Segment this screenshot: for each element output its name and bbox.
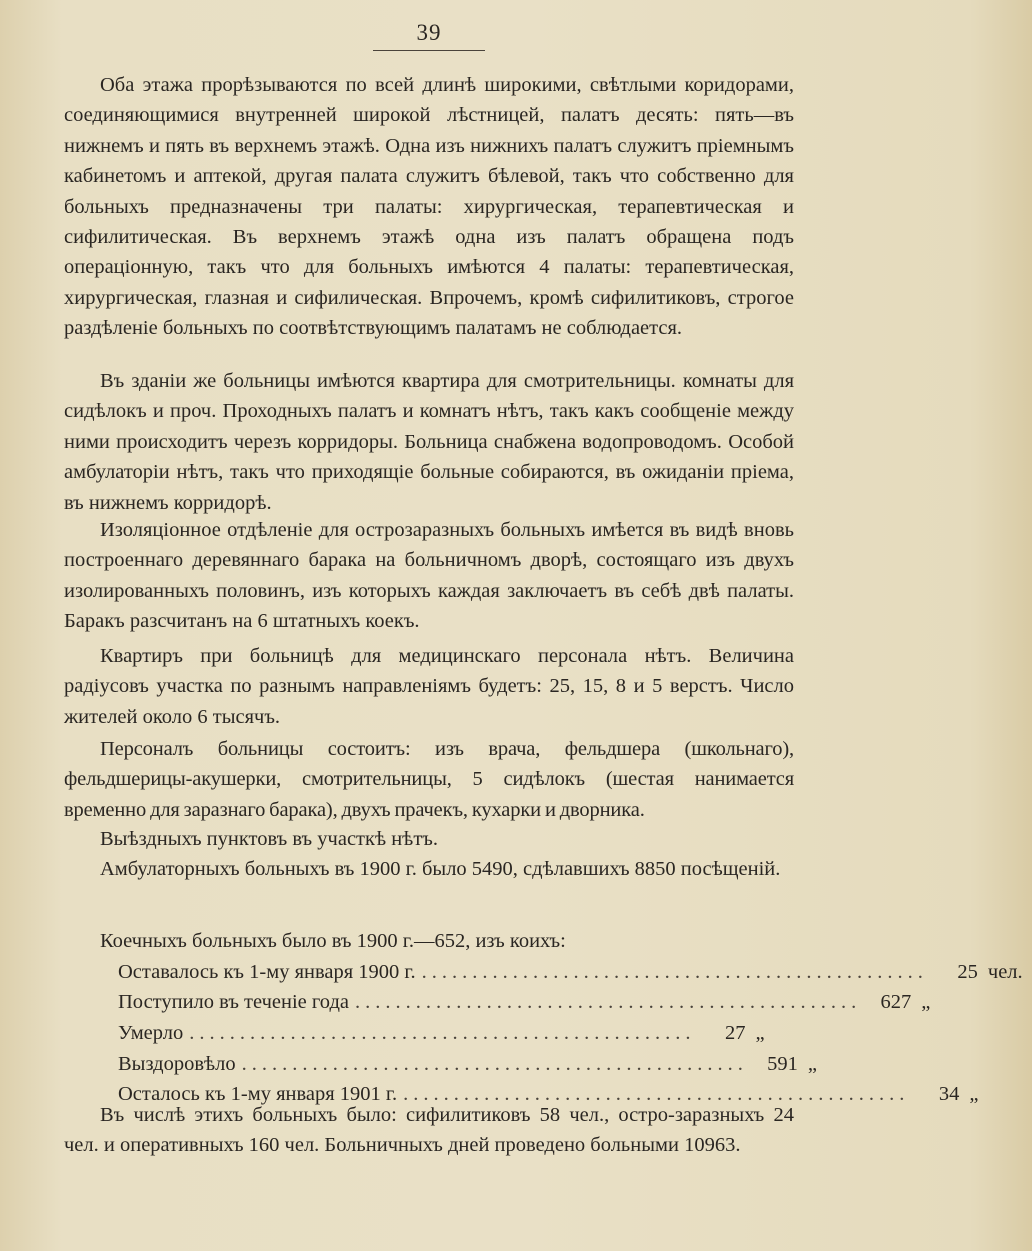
stat-unit: „ <box>921 991 931 1014</box>
stat-label: Оставалось къ 1-му января 1900 г. <box>118 960 416 983</box>
text-block-3 <box>64 515 794 637</box>
leader-dots: .................................................. <box>241 1052 748 1075</box>
leader-dots: .................................................. <box>403 1083 910 1106</box>
stats-row <box>118 957 1023 988</box>
leader-dots: .................................................. <box>354 991 862 1014</box>
stats-row <box>118 988 931 1019</box>
paragraph-1: Оба этажа прорѣзываются по всей длинѣ широкими, свѣтлыми коридорами, соединяющимися внутренней широкой лѣстницей, палатъ десять: пять—въ нижнемъ и пять въ верхнемъ этажѣ. Одна изъ нижнихъ палатъ служитъ пріемнымъ кабинетомъ и аптекой, другая палата служитъ бѣлевой, такъ что собственно для больныхъ предназначены три палаты: хирургическая, терапевтическая и сифилитическая. Въ верхнемъ этажѣ одна изъ палатъ обращена подъ операціонную, такъ что для больныхъ имѣются 4 палаты: терапевтическая, хирургическая, глазная и сифилическая. Впрочемъ, кромѣ сифилитиковъ, строгое раздѣленіе больныхъ по соотвѣтствующимъ палатамъ не соблюдается. <box>64 74 794 340</box>
header-rule <box>373 50 485 51</box>
stat-unit: „ <box>755 1021 765 1044</box>
text-block-2 <box>64 366 794 518</box>
stat-label: Осталось къ 1-му января 1901 г. <box>118 1083 398 1106</box>
text-block-9 <box>64 1100 794 1161</box>
paragraph-2: Въ зданіи же больницы имѣются квартира для смотрительницы. комнаты для сидѣлокъ и проч. Проходныхъ палатъ и комнатъ нѣтъ, такъ какъ сообщеніе между ними происходитъ черезъ корридоры. Больница снабжена водопроводомъ. Особой амбулаторіи нѣтъ, такъ что приходящіе больные собираются, въ ожиданіи пріема, въ нижнемъ корридорѣ. <box>64 370 794 514</box>
stats-row <box>118 1049 818 1080</box>
stat-label: Выздоровѣло <box>118 1052 236 1075</box>
stat-value: 27 <box>725 1021 746 1044</box>
stat-value: 591 <box>767 1052 798 1075</box>
text-block-5 <box>64 734 794 825</box>
paragraph-7: Амбулаторныхъ больныхъ въ 1900 г. было 5490, сдѣлавшихъ 8850 посѣщеній. <box>100 858 781 880</box>
text-block-8 <box>64 926 794 956</box>
paragraph-6: Выѣздныхъ пунктовъ въ участкѣ нѣтъ. <box>100 828 438 850</box>
leader-dots: .................................................. <box>421 960 928 983</box>
text-block-7 <box>64 854 794 884</box>
paragraph-8: Коечныхъ больныхъ было въ 1900 г.—652, изъ коихъ: <box>100 930 566 952</box>
stat-unit: „ <box>807 1052 818 1075</box>
page-number: 39 <box>416 20 442 45</box>
stats-table <box>118 957 1023 1110</box>
stat-unit: „ <box>969 1083 979 1106</box>
stat-value: 34 <box>938 1083 960 1106</box>
closing-paragraph: Въ числѣ этихъ больныхъ было: сифилитиковъ 58 чел., остро-заразныхъ 24 чел. и оперативныхъ 160 чел. Больничныхъ дней проведено больными 10963. <box>64 1104 794 1157</box>
stat-unit: чел. <box>987 960 1023 983</box>
leader-dots: .................................................. <box>189 1021 696 1044</box>
stats-row <box>118 1018 765 1049</box>
stat-label: Поступило въ теченіе года <box>118 991 349 1014</box>
paragraph-3: Изоляціонное отдѣленіе для острозаразныхъ больныхъ имѣется въ видѣ вновь построеннаго деревяннаго барака на больничномъ дворѣ, состоящаго изъ двухъ изолированныхъ половинъ, изъ которыхъ каждая заключаетъ въ себѣ двѣ палаты. Баракъ разсчитанъ на 6 штатныхъ коекъ. <box>64 519 794 633</box>
paragraph-4: Квартиръ при больницѣ для медицинскаго персонала нѣтъ. Величина радіусовъ участка по разнымъ направленіямъ будетъ: 25, 15, 8 и 5 верстъ. Число жителей около 6 тысячъ. <box>64 645 794 728</box>
paragraph-5: Персоналъ больницы состоитъ: изъ врача, фельдшера (школьнаго), фельдшерицы-акушерки, смотрительницы, 5 сидѣлокъ (шестая нанимается временно для заразнаго барака), двухъ прачекъ, кухарки и дворника. <box>64 738 794 821</box>
text-block-6 <box>64 824 794 854</box>
text-block-4 <box>64 641 794 732</box>
text-block-1 <box>64 70 794 344</box>
stat-value: 25 <box>957 960 978 983</box>
stat-label: Умерло <box>118 1021 184 1044</box>
stat-value: 627 <box>880 991 912 1014</box>
